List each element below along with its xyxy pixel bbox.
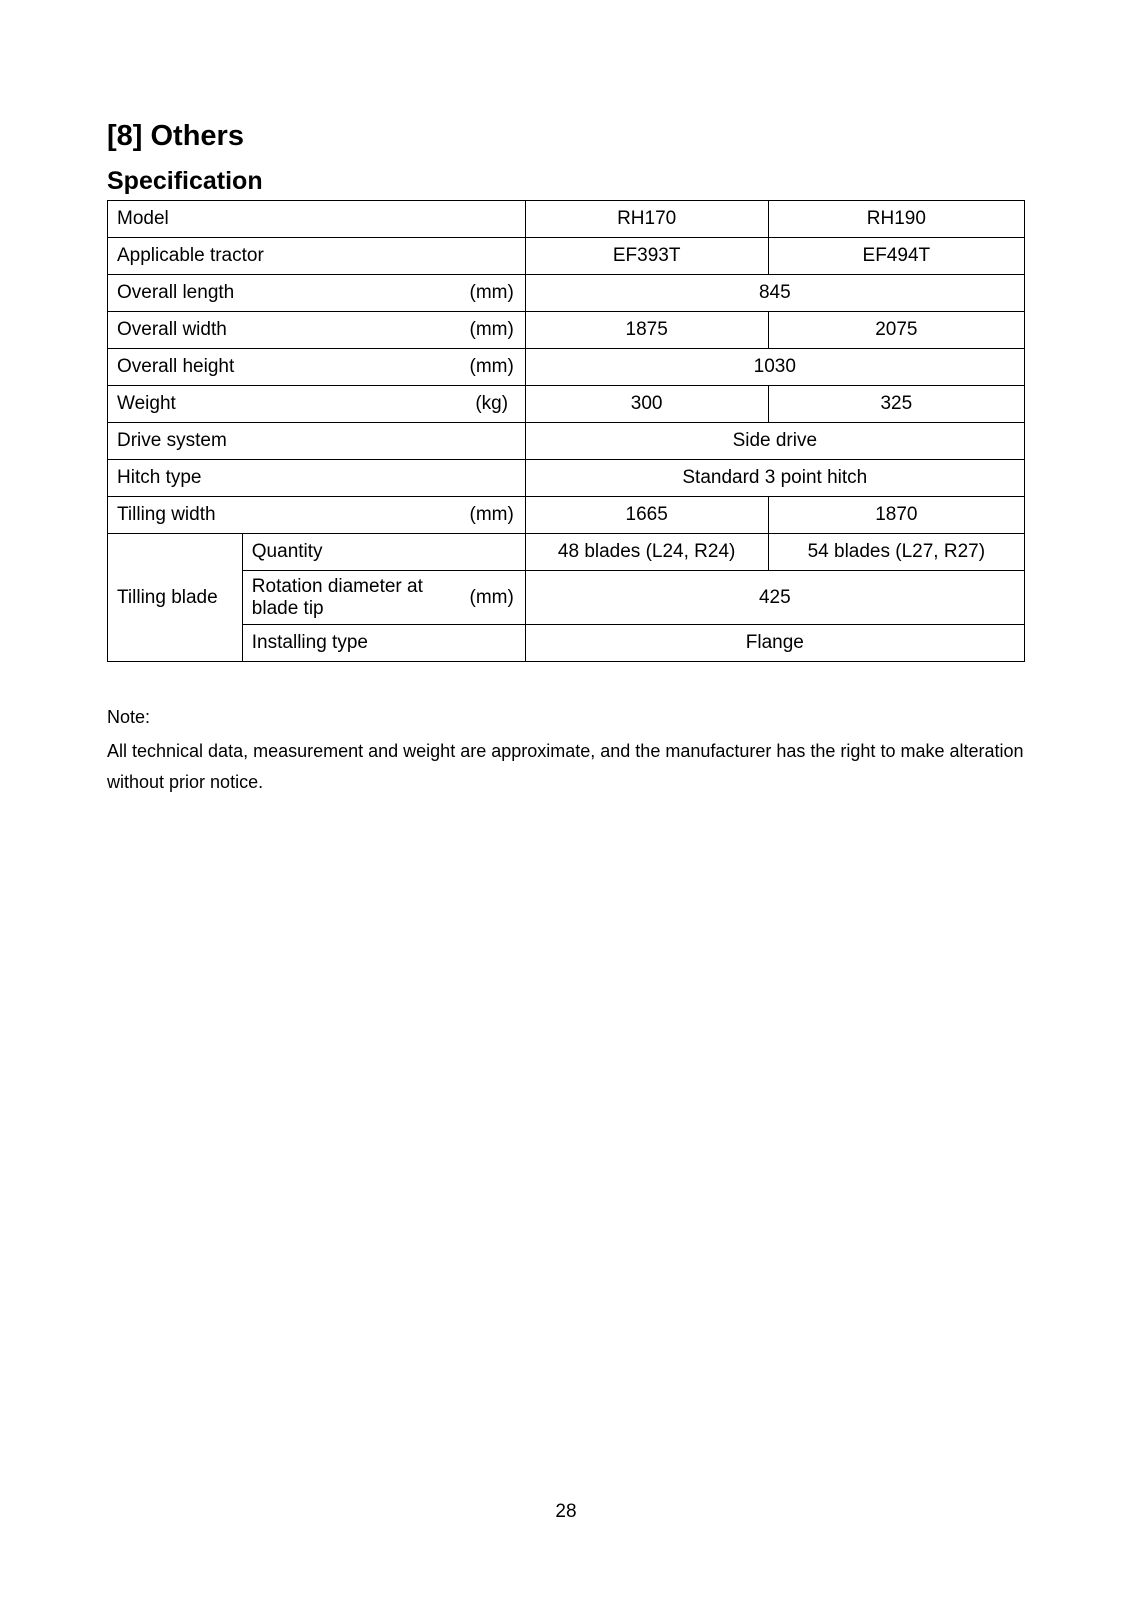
- drive-label: Drive system: [108, 423, 526, 460]
- model-label: Model: [108, 201, 526, 238]
- table-row-hitch: [108, 460, 1025, 497]
- height-label: Overall height: [108, 349, 459, 386]
- table-row-blade-installing: [108, 625, 1025, 662]
- blade-rotation-value: 425: [525, 571, 1024, 625]
- table-row-drive: [108, 423, 1025, 460]
- weight-unit: (kg): [459, 386, 525, 423]
- tractor-label: Applicable tractor: [108, 238, 526, 275]
- height-value: 1030: [525, 349, 1024, 386]
- width-rh170: 1875: [525, 312, 768, 349]
- width-rh190: 2075: [768, 312, 1024, 349]
- tractor-rh190: EF494T: [768, 238, 1024, 275]
- table-row-blade-rotation: [108, 571, 1025, 625]
- weight-rh170: 300: [525, 386, 768, 423]
- note-text: All technical data, measurement and weight are approximate, and the manufacturer has the right to make alteration without prior notice.: [107, 741, 1024, 792]
- blade-installing-label: Installing type: [242, 625, 525, 662]
- note-heading: Note:: [107, 707, 151, 727]
- length-unit: (mm): [459, 275, 525, 312]
- length-label: Overall length: [108, 275, 459, 312]
- blade-installing-value: Flange: [525, 625, 1024, 662]
- model-rh170: RH170: [525, 201, 768, 238]
- tilling-width-label: Tilling width: [108, 497, 459, 534]
- tilling-width-rh190: 1870: [768, 497, 1024, 534]
- blade-quantity-rh170: 48 blades (L24, R24): [525, 534, 768, 571]
- hitch-label: Hitch type: [108, 460, 526, 497]
- specification-table: [107, 200, 1025, 662]
- page-number: 28: [555, 1501, 577, 1522]
- height-unit: (mm): [459, 349, 525, 386]
- table-row-height: [108, 349, 1025, 386]
- table-row-length: [108, 275, 1025, 312]
- tractor-rh170: EF393T: [525, 238, 768, 275]
- table-row-width: [108, 312, 1025, 349]
- weight-label: Weight: [108, 386, 459, 423]
- blade-rotation-label: Rotation diameter at blade tip: [242, 571, 458, 625]
- weight-rh190: 325: [768, 386, 1024, 423]
- table-row-tractor: [108, 238, 1025, 275]
- width-unit: (mm): [459, 312, 525, 349]
- table-row-tilling-width: [108, 497, 1025, 534]
- table-row-blade-quantity: [108, 534, 1025, 571]
- tilling-blade-label: Tilling blade: [108, 534, 243, 662]
- specification-title: Specification: [107, 167, 263, 195]
- blade-quantity-label: Quantity: [242, 534, 525, 571]
- tilling-width-unit: (mm): [459, 497, 525, 534]
- blade-quantity-rh190: 54 blades (L27, R27): [768, 534, 1024, 571]
- width-label: Overall width: [108, 312, 459, 349]
- tilling-width-rh170: 1665: [525, 497, 768, 534]
- hitch-value: Standard 3 point hitch: [525, 460, 1024, 497]
- section-title: [8] Others: [107, 120, 244, 152]
- blade-rotation-unit: (mm): [459, 571, 525, 625]
- table-row-model: [108, 201, 1025, 238]
- model-rh190: RH190: [768, 201, 1024, 238]
- length-value: 845: [525, 275, 1024, 312]
- table-row-weight: [108, 386, 1025, 423]
- drive-value: Side drive: [525, 423, 1024, 460]
